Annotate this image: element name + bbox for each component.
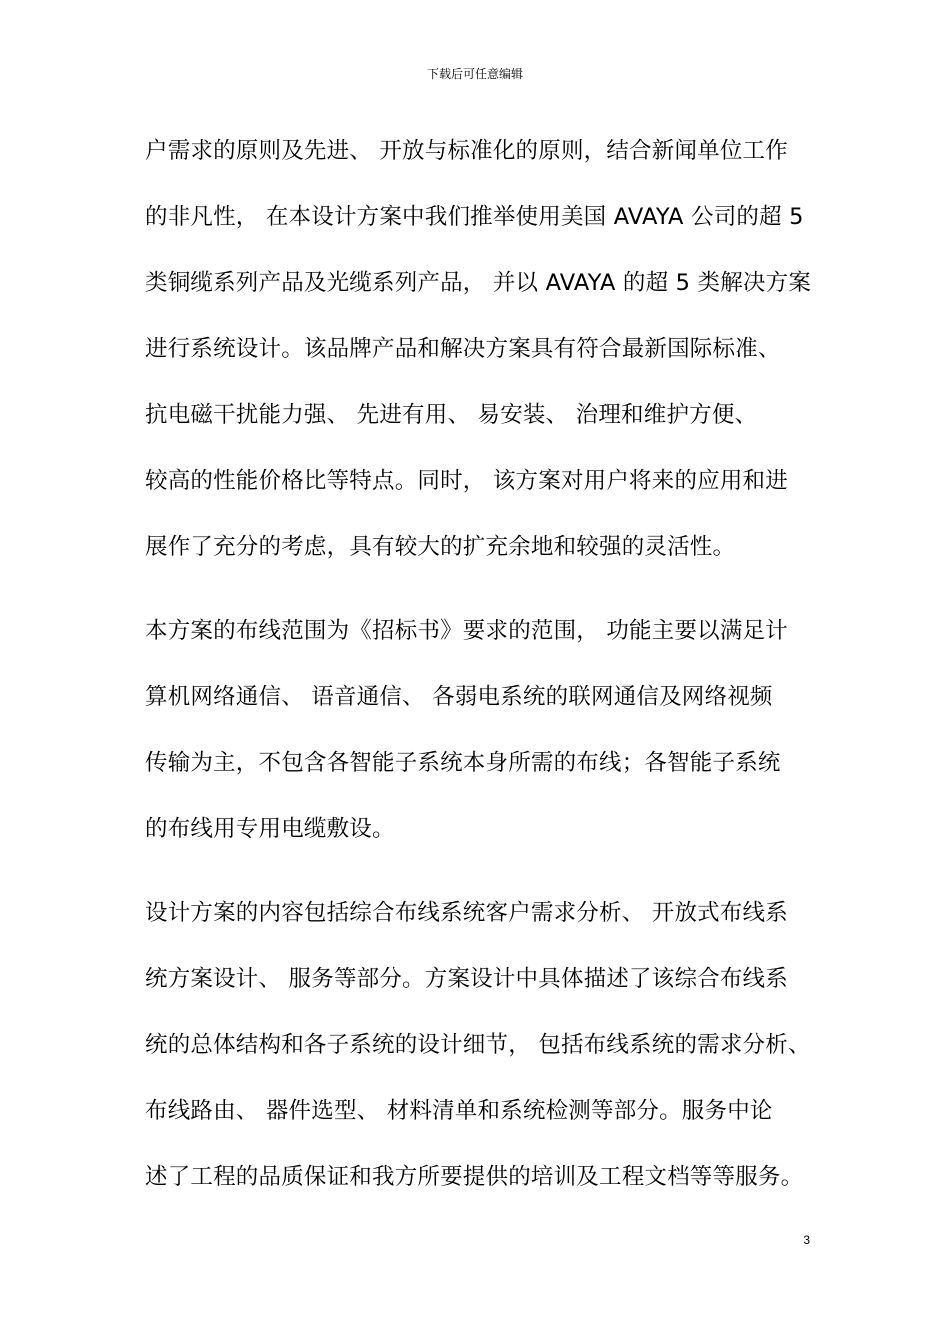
text-line: 统的总体结构和各子系统的设计细节， 包括布线系统的需求分析、: [145, 1032, 811, 1058]
text-line: 户需求的原则及先进、 开放与标准化的原则，结合新闻单位工作: [145, 138, 788, 164]
text-line: 的非凡性， 在本设计方案中我们推举使用美国 AVAYA 公司的超 5: [145, 204, 804, 230]
page-header: 下载后可任意编辑: [426, 67, 523, 81]
text-line: 统方案设计、 服务等部分。方案设计中具体描述了该综合布线系: [145, 966, 788, 992]
text-line: 算机网络通信、 语音通信、 各弱电系统的联网通信及网络视频: [145, 684, 773, 710]
page-number: 3: [803, 1233, 810, 1247]
text-line: 布线路由、 器件选型、 材料清单和系统检测等部分。服务中论: [145, 1098, 773, 1124]
text-line: 传输为主，不包含各智能子系统本身所需的布线；各智能子系统: [145, 750, 781, 776]
text-line: 的布线用专用电缆敷设。: [145, 816, 395, 842]
text-line: 述了工程的品质保证和我方所要提供的培训及工程文档等等服务。: [145, 1164, 804, 1190]
text-line: 展作了充分的考虑，具有较大的扩充余地和较强的灵活性。: [145, 534, 736, 560]
text-line: 进行系统设计。该品牌产品和解决方案具有符合最新国际标准、: [145, 336, 781, 362]
text-line: 本方案的布线范围为《招标书》要求的范围， 功能主要以满足计: [145, 618, 788, 644]
text-line: 设计方案的内容包括综合布线系统客户需求分析、 开放式布线系: [145, 900, 788, 926]
text-line: 较高的性能价格比等特点。同时， 该方案对用户将来的应用和进: [145, 468, 788, 494]
text-line: 类铜缆系列产品及光缆系列产品， 并以 AVAYA 的超 5 类解决方案: [145, 270, 812, 296]
text-line: 抗电磁干扰能力强、 先进有用、 易安装、 治理和维护方便、: [145, 402, 758, 428]
